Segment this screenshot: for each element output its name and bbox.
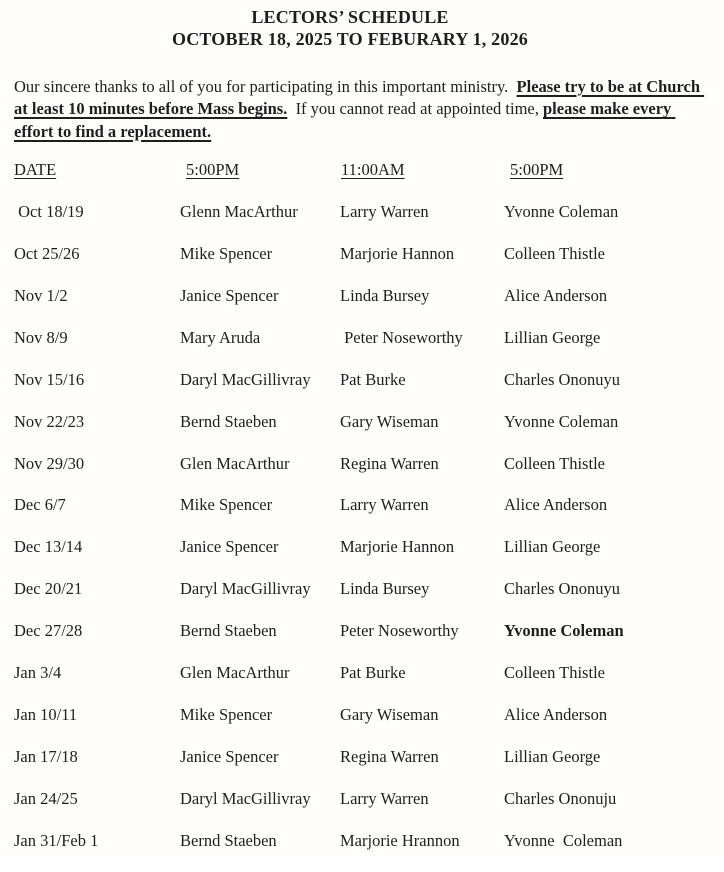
- table-row: [14, 789, 714, 831]
- schedule-table-body: [14, 202, 714, 872]
- date-cell: Dec 20/21: [14, 579, 83, 599]
- column-header-5pm-sunday: 5:00PM: [510, 160, 564, 180]
- lector-11am-cell: Pat Burke: [340, 663, 406, 683]
- lector-5pm-sunday-cell: Lillian George: [504, 746, 601, 766]
- date-cell: Oct 18/19: [14, 202, 84, 222]
- table-row: [14, 495, 714, 537]
- lector-5pm-saturday-cell: Bernd Staeben: [180, 411, 277, 431]
- lector-5pm-sunday-cell: Lillian George: [504, 537, 601, 557]
- lector-5pm-sunday-cell: Colleen Thistle: [504, 244, 605, 264]
- date-cell: Nov 29/30: [14, 453, 85, 473]
- date-cell: Jan 3/4: [14, 663, 62, 683]
- schedule-date-range: OCTOBER 18, 2025 TO FEBURARY 1, 2026: [172, 29, 528, 49]
- date-cell: Jan 24/25: [14, 788, 78, 808]
- lector-11am-cell: Marjorie Hrannon: [340, 830, 460, 850]
- lector-5pm-saturday-cell: Glenn MacArthur: [180, 202, 298, 222]
- date-cell: Dec 13/14: [14, 537, 83, 557]
- table-row: [14, 579, 714, 621]
- table-row: [14, 663, 714, 705]
- lector-5pm-sunday-cell: Yvonne Coleman: [504, 621, 624, 641]
- lector-11am-cell: Marjorie Hannon: [340, 537, 455, 557]
- lector-11am-cell: Gary Wiseman: [340, 411, 439, 431]
- table-row: [14, 537, 714, 579]
- date-cell: Oct 25/26: [14, 244, 80, 264]
- lector-5pm-sunday-cell: Lillian George: [504, 327, 601, 347]
- lector-5pm-saturday-cell: Mike Spencer: [180, 495, 273, 515]
- lector-11am-cell: Larry Warren: [340, 495, 429, 515]
- lector-5pm-saturday-cell: Mike Spencer: [180, 244, 273, 264]
- lector-11am-cell: Pat Burke: [340, 369, 406, 389]
- table-row: [14, 328, 714, 370]
- lector-5pm-saturday-cell: Daryl MacGillivray: [180, 369, 311, 389]
- lector-11am-cell: Peter Noseworthy: [340, 621, 459, 641]
- lector-5pm-sunday-cell: Yvonne Coleman: [504, 830, 623, 850]
- table-row: [14, 286, 714, 328]
- intro-paragraph: [14, 76, 714, 143]
- title-block: [14, 6, 714, 50]
- intro-text-2: If you cannot read at appointed time,: [287, 99, 543, 119]
- lector-11am-cell: Regina Warren: [340, 746, 439, 766]
- table-row: [14, 244, 714, 286]
- lector-5pm-sunday-cell: Colleen Thistle: [504, 453, 605, 473]
- column-header-5pm-saturday: 5:00PM: [186, 160, 240, 180]
- date-cell: Nov 15/16: [14, 369, 85, 389]
- table-row: [14, 454, 714, 496]
- table-row: [14, 705, 714, 747]
- table-row: [14, 747, 714, 789]
- lector-5pm-sunday-cell: Colleen Thistle: [504, 663, 605, 683]
- table-row: [14, 412, 714, 454]
- date-cell: Nov 22/23: [14, 411, 85, 431]
- lector-11am-cell: Linda Bursey: [340, 286, 430, 305]
- date-cell: Jan 17/18: [14, 746, 78, 766]
- table-row: [14, 202, 714, 244]
- lector-5pm-saturday-cell: Daryl MacGillivray: [180, 579, 311, 599]
- lector-11am-cell: Regina Warren: [340, 453, 439, 473]
- lector-11am-cell: Peter Noseworthy: [340, 327, 463, 347]
- table-row: [14, 621, 714, 663]
- lector-5pm-sunday-cell: Alice Anderson: [504, 495, 608, 515]
- lector-5pm-saturday-cell: Mary Aruda: [180, 327, 261, 347]
- lector-5pm-sunday-cell: Charles Ononuyu: [504, 369, 620, 389]
- lector-5pm-saturday-cell: Daryl MacGillivray: [180, 788, 311, 808]
- lector-11am-cell: Marjorie Hannon: [340, 244, 455, 264]
- lector-5pm-sunday-cell: Charles Ononuyu: [504, 579, 620, 599]
- table-row: [14, 370, 714, 412]
- date-cell: Nov 8/9: [14, 327, 68, 347]
- lector-5pm-saturday-cell: Janice Spencer: [180, 746, 279, 766]
- lector-5pm-saturday-cell: Mike Spencer: [180, 704, 273, 724]
- date-cell: Jan 10/11: [14, 704, 78, 724]
- lector-5pm-saturday-cell: Janice Spencer: [180, 537, 279, 557]
- lector-5pm-sunday-cell: Alice Anderson: [504, 286, 608, 305]
- lector-11am-cell: Gary Wiseman: [340, 704, 439, 724]
- date-cell: Dec 27/28: [14, 621, 83, 641]
- lector-5pm-saturday-cell: Janice Spencer: [180, 286, 279, 305]
- intro-emphasis-2: please make every effort to find a replacement.: [14, 99, 676, 141]
- intro-text-1: Our sincere thanks to all of you for participating in this important ministry.: [14, 77, 517, 96]
- lector-5pm-saturday-cell: Bernd Staeben: [180, 621, 277, 641]
- lector-5pm-sunday-cell: Charles Ononuju: [504, 788, 617, 808]
- table-header-row: [14, 160, 714, 202]
- schedule-table: [14, 160, 714, 872]
- lector-11am-cell: Larry Warren: [340, 788, 429, 808]
- date-cell: Dec 6/7: [14, 495, 66, 515]
- lector-5pm-sunday-cell: Alice Anderson: [504, 704, 608, 724]
- lector-5pm-saturday-cell: Glen MacArthur: [180, 663, 290, 683]
- lector-11am-cell: Larry Warren: [340, 202, 429, 222]
- lector-5pm-saturday-cell: Bernd Staeben: [180, 830, 277, 850]
- intro-emphasis-1: Please try to be at Church at least 10 minutes before Mass begins.: [14, 77, 705, 119]
- column-header-11am: 11:00AM: [341, 160, 405, 180]
- lector-5pm-sunday-cell: Yvonne Coleman: [504, 411, 619, 431]
- lector-11am-cell: Linda Bursey: [340, 579, 430, 599]
- column-header-date: DATE: [14, 160, 57, 180]
- lector-5pm-saturday-cell: Glen MacArthur: [180, 453, 290, 473]
- date-cell: Jan 31/Feb 1: [14, 830, 99, 850]
- date-cell: Nov 1/2: [14, 286, 68, 305]
- schedule-title: LECTORS’ SCHEDULE: [251, 7, 449, 27]
- table-row: [14, 831, 714, 872]
- lector-5pm-sunday-cell: Yvonne Coleman: [504, 202, 619, 222]
